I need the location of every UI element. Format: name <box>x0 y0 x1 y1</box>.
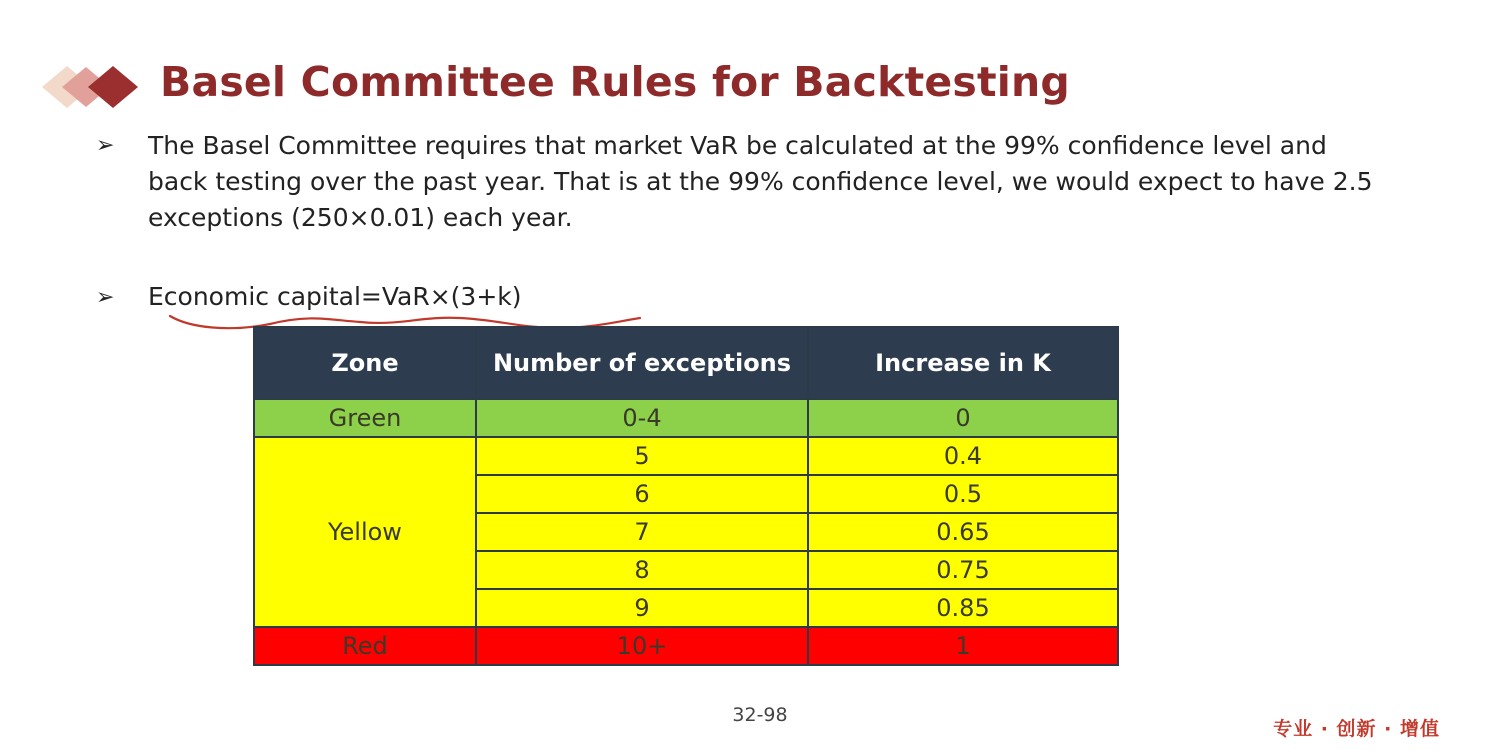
exceptions-cell: 6 <box>476 475 808 513</box>
bullet-arrow-icon: ➢ <box>96 133 115 158</box>
header-increase-in-k: Increase in K <box>808 327 1118 399</box>
table-row <box>254 399 1118 437</box>
zone-cell-yellow: Yellow <box>254 437 476 627</box>
bullet-text-economic-capital: Economic capital=VaR×(3+k) <box>148 282 522 311</box>
backtesting-zones-table <box>253 326 1119 666</box>
increase-cell: 1 <box>808 627 1118 665</box>
exceptions-cell: 5 <box>476 437 808 475</box>
page-number: 32-98 <box>732 704 788 726</box>
exceptions-cell: 7 <box>476 513 808 551</box>
exceptions-cell: 10+ <box>476 627 808 665</box>
increase-cell: 0.75 <box>808 551 1118 589</box>
exceptions-cell: 9 <box>476 589 808 627</box>
exceptions-cell: 8 <box>476 551 808 589</box>
bullet-arrow-icon: ➢ <box>96 285 115 310</box>
table-row <box>254 627 1118 665</box>
zone-cell-green: Green <box>254 399 476 437</box>
exceptions-cell: 0-4 <box>476 399 808 437</box>
header-zone: Zone <box>254 327 476 399</box>
footer-slogan: 专业 · 创新 · 增值 <box>1273 718 1440 740</box>
increase-cell: 0 <box>808 399 1118 437</box>
zone-cell-red: Red <box>254 627 476 665</box>
increase-cell: 0.65 <box>808 513 1118 551</box>
diamond-logo-icon <box>40 62 150 112</box>
increase-cell: 0.85 <box>808 589 1118 627</box>
increase-cell: 0.4 <box>808 437 1118 475</box>
table-header-row <box>254 327 1118 399</box>
header-number-of-exceptions: Number of exceptions <box>476 327 808 399</box>
increase-cell: 0.5 <box>808 475 1118 513</box>
table-row <box>254 437 1118 475</box>
bullet-text-basel-requirement: The Basel Committee requires that market VaR be calculated at the 99% confidence level and back testing over the past year. That is at the 99% confidence level, we would expect to have 2.5 exceptions (250×0.01) each year. <box>148 131 1373 232</box>
slide-title: Basel Committee Rules for Backtesting <box>160 58 1070 106</box>
